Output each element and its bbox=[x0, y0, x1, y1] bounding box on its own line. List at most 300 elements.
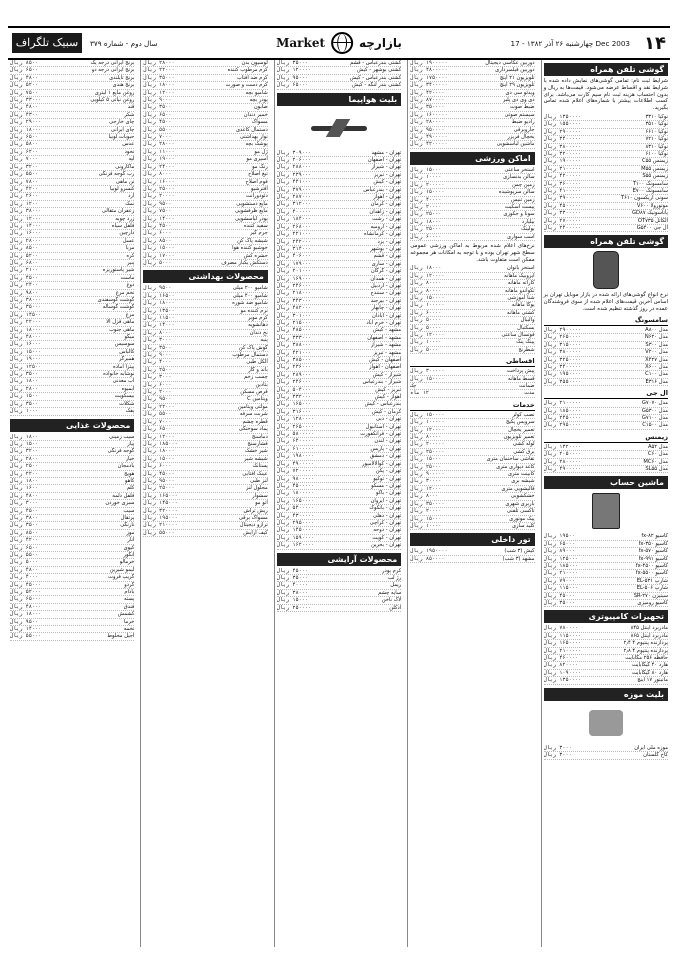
item-price: ۴۳۰۰ ریال bbox=[9, 111, 39, 118]
item-name: کرم ضد آفتاب bbox=[236, 74, 268, 81]
item-price: ۴۶۰۰۰۰ ریال bbox=[543, 655, 578, 662]
item-price: ۱۵۰۰۰۰ ریال bbox=[410, 189, 445, 196]
notice-paragraph: نرخ‌های اعلام شده مربوط به اماکن ورزشی عمومی سطح شهر تهران بوده و با توجه به امکانات هر مجموعه ممکن است متفاوت باشد. bbox=[410, 242, 535, 263]
price-row bbox=[277, 246, 401, 253]
item-price: ۱۷۹۰۰۰ ریال bbox=[276, 260, 312, 267]
item-name: مدل G۷۰۷۰ bbox=[641, 400, 668, 407]
item-price: ۱۶۵۰۰۰۰ ریال bbox=[543, 640, 582, 647]
price-row bbox=[10, 500, 134, 507]
item-name: مدل A۵۲ bbox=[647, 443, 668, 450]
price-row bbox=[544, 563, 668, 570]
price-row bbox=[544, 129, 668, 136]
item-name: نقاشی ساختمان متری bbox=[486, 456, 535, 463]
item-price: ۱۹۰۰۰۰۰ ریال bbox=[410, 60, 448, 66]
item-name: فوم اصلاح bbox=[245, 178, 268, 185]
issue-info: سال دوم - شماره ۳۷۹ bbox=[90, 38, 158, 48]
price-row bbox=[143, 245, 267, 252]
column-c4 bbox=[140, 60, 269, 947]
price-row bbox=[143, 359, 267, 366]
item-name: شطرنج bbox=[518, 346, 535, 353]
price-row bbox=[410, 127, 534, 134]
item-name: نوکیا ۳۵۱۰ bbox=[645, 121, 668, 128]
price-row bbox=[277, 453, 401, 460]
price-row bbox=[410, 508, 534, 515]
item-name: اصفهان - کیش bbox=[369, 357, 402, 363]
item-name: آب معدنی bbox=[112, 378, 135, 385]
price-row bbox=[10, 364, 134, 371]
price-row bbox=[10, 537, 134, 544]
price-row bbox=[410, 197, 534, 204]
item-name: زیمنس M۵۵ bbox=[641, 165, 668, 172]
price-row bbox=[544, 225, 668, 232]
item-name: پودر بچه bbox=[249, 97, 268, 104]
item-name: نوکیا ۳۳۱۰ bbox=[645, 113, 668, 120]
item-name: مشهد - تبریز bbox=[373, 349, 402, 356]
price-row bbox=[277, 313, 401, 320]
item-price: ۲۹۵۰۰۰۰ ریال bbox=[276, 519, 315, 526]
price-row bbox=[10, 260, 134, 267]
section-heading: تجهیزات کامپیوتری bbox=[544, 610, 668, 623]
page-header bbox=[8, 26, 670, 60]
item-price: ۲۸۰۰۰ ریال bbox=[143, 60, 175, 66]
item-name: شارپ EL-۵۰۶ bbox=[636, 585, 668, 592]
item-price: ۵۲۰۰ ریال bbox=[9, 82, 39, 89]
price-row bbox=[544, 151, 668, 158]
price-row bbox=[10, 356, 134, 363]
price-row bbox=[277, 597, 401, 604]
item-price: ۱۶۵۰۰ ریال bbox=[143, 292, 175, 299]
item-price: ۲۴۵۰۰۰۰ ریال bbox=[543, 414, 582, 421]
subsection-heading: سامسونگ bbox=[544, 315, 668, 326]
item-name: تهران - دمشق bbox=[370, 453, 402, 460]
item-name: پینگ پنگ bbox=[516, 339, 535, 346]
item-name: سیتیزن SR-۲۷۰ bbox=[633, 592, 668, 599]
price-row bbox=[143, 230, 267, 237]
item-name: تهران - ایروان bbox=[370, 497, 402, 504]
price-row bbox=[143, 508, 267, 515]
item-price: ۳۵۰۰ ریال bbox=[9, 400, 39, 407]
item-name: تن ماهی bbox=[115, 178, 135, 185]
price-row bbox=[277, 401, 401, 408]
item-name: پسته bbox=[123, 596, 135, 603]
price-row bbox=[10, 104, 134, 111]
item-name: نخود bbox=[124, 148, 135, 155]
item-name: انار bbox=[127, 537, 135, 544]
item-name: پیست اسکیت bbox=[504, 203, 535, 210]
item-name: خشکشویی bbox=[510, 493, 535, 500]
item-name: زعفران مثقالی bbox=[101, 208, 135, 215]
item-name: انگور bbox=[123, 552, 135, 558]
item-price: ۳۸۰۰۰ ریال bbox=[9, 208, 42, 215]
price-row bbox=[410, 325, 534, 332]
item-name: قند bbox=[127, 104, 135, 111]
item-name: پرتقال bbox=[120, 514, 135, 521]
price-row bbox=[10, 97, 134, 104]
item-name: تهران - زاهدان bbox=[369, 208, 402, 215]
item-name: تهران - توکیو bbox=[373, 475, 402, 482]
item-name: قرص مسکن bbox=[240, 389, 268, 396]
price-row bbox=[10, 619, 134, 626]
item-name: شامپو ۴۰۰ میلی bbox=[232, 292, 268, 299]
item-price: ۴۴۱۰۰۰ ریال bbox=[276, 179, 312, 186]
price-row bbox=[143, 193, 267, 200]
item-name: پیک موتوری bbox=[509, 515, 535, 522]
item-price: ۱۴۰۰۰ ریال bbox=[9, 222, 42, 229]
item-name: مدل A۸۰۰ bbox=[645, 326, 668, 333]
item-price: چک bbox=[410, 383, 417, 390]
item-name: سبزی خوردن bbox=[105, 500, 135, 507]
item-price: ۵۰۰۰ ریال bbox=[410, 346, 439, 353]
item-name: تلویزیون ۲۹ اینچ bbox=[499, 82, 535, 89]
item-price: ۴۵۰۰۰ ریال bbox=[143, 470, 175, 477]
item-name: یوگا ماهانه bbox=[511, 302, 535, 309]
item-name: نوار بهداشتی bbox=[239, 134, 268, 141]
section-heading: محصولات غذایی bbox=[10, 419, 134, 432]
item-price: ۴۵۰۰۰ ریال bbox=[9, 581, 42, 588]
item-price: ۹۵۰۰۰ ریال bbox=[276, 74, 309, 81]
item-price: ۴۸۰۰ ریال bbox=[9, 566, 39, 573]
price-row bbox=[10, 341, 134, 348]
price-row bbox=[544, 121, 668, 128]
item-name: پستانک bbox=[252, 463, 268, 470]
item-price: ۱۸۰۰۰ ریال bbox=[9, 326, 42, 333]
section-heading: محصولات آرایشی bbox=[277, 553, 401, 566]
item-name: سونا و جکوزی bbox=[503, 211, 535, 218]
item-price: ۳۲۰۰۰۰۰ ریال bbox=[543, 151, 582, 158]
notice-paragraph: شرایط ثبت نام: تمامی گوشی‌های نمایش داده شده با شرایط نقد و اقساط عرضه می‌شود. قیمت‌ها به ریال و بدون احتساب هزینه ثبت نام سیم کارت می‌باشد. برای کسب اطلاعات بیشتر با شماره‌های اعلام شده تماس بگیرید. bbox=[543, 78, 668, 112]
item-name: کیوی bbox=[123, 544, 135, 551]
item-price: ۴۳۰۰۰۰۰ ریال bbox=[276, 512, 315, 519]
item-price: ۱۹۰۰۰۰۰ ریال bbox=[543, 158, 582, 165]
price-row bbox=[277, 605, 401, 612]
item-name: پنیر bbox=[126, 259, 135, 266]
item-name: شکر bbox=[124, 111, 135, 118]
item-name: فوتسال ساعتی bbox=[501, 331, 535, 338]
item-name: دماسنج bbox=[251, 433, 268, 440]
item-name: پنبه bbox=[260, 337, 268, 344]
item-name: خرمالو bbox=[119, 559, 135, 566]
item-price: ۴۲۰۰۰۰۰ ریال bbox=[543, 173, 582, 180]
item-price: ۶۱۰۰۰۰۰ ریال bbox=[276, 445, 315, 452]
item-name: تکواندو ماهانه bbox=[504, 287, 535, 294]
item-name: کاسیو fx-۹۹۱ bbox=[638, 555, 668, 562]
item-price: ۱۸۰۰۰ ریال bbox=[410, 265, 442, 272]
price-row bbox=[143, 315, 267, 322]
price-row bbox=[410, 219, 534, 226]
item-price: ۱۸۴۰۰۰ ریال bbox=[276, 216, 312, 223]
price-row bbox=[410, 295, 534, 302]
price-row bbox=[277, 575, 401, 582]
price-row bbox=[10, 141, 134, 148]
item-price: ۳۵۰۰۰۰ ریال bbox=[410, 104, 445, 111]
item-name: قالیشویی متری bbox=[501, 485, 535, 492]
price-row bbox=[410, 501, 534, 508]
price-row bbox=[410, 486, 534, 493]
item-name: شارپ EL-۵۳۱ bbox=[636, 577, 668, 584]
item-name: مشهد - کیش bbox=[372, 327, 402, 334]
price-row bbox=[277, 164, 401, 171]
price-row bbox=[410, 556, 534, 563]
item-name: کشتی بوشهر - کیش bbox=[357, 67, 402, 74]
price-row bbox=[143, 308, 267, 315]
item-name: افترشیو bbox=[250, 185, 268, 192]
item-name: کاغذ دیواری متری bbox=[496, 463, 535, 470]
item-name: تهران - ساری bbox=[371, 260, 402, 267]
item-price: ۱۴۵۰۰۰ ریال bbox=[143, 500, 178, 507]
item-name: شیشه بری bbox=[511, 478, 535, 485]
price-row bbox=[10, 567, 134, 574]
item-name: تهران - دهلی bbox=[372, 512, 402, 519]
price-row bbox=[143, 530, 267, 537]
item-price: ۱۵۵۰۰۰۰ ریال bbox=[543, 121, 582, 128]
price-row bbox=[10, 633, 134, 640]
price-row bbox=[143, 374, 267, 381]
item-name: مانیتور ۱۷ اینچ bbox=[637, 677, 668, 684]
item-price: ۱۲۵۰۰ ریال bbox=[9, 363, 42, 370]
item-name: شیراز - کیش bbox=[372, 371, 402, 378]
item-name: کاسیو fx-۵۷۰ bbox=[638, 548, 668, 555]
price-row bbox=[10, 119, 134, 126]
section-heading: بلیت موزه bbox=[544, 688, 668, 701]
item-price: ۹۵۰۰ ریال bbox=[9, 618, 39, 625]
price-row bbox=[143, 104, 267, 111]
item-price: ۱۰۹۰۰۰۰ ریال bbox=[543, 669, 582, 676]
item-price: ۳۵۰۰۰ ریال bbox=[543, 600, 575, 607]
price-row bbox=[143, 478, 267, 485]
item-price: ۳۸۰۰۰۰۰ ریال bbox=[543, 143, 582, 150]
price-row bbox=[410, 134, 534, 141]
price-row bbox=[277, 67, 401, 74]
item-name: پردازنده پنتیوم ۴ ۲٫۸ bbox=[623, 647, 668, 654]
price-row bbox=[143, 493, 267, 500]
subsection-heading: ال جی bbox=[544, 388, 668, 399]
price-row bbox=[143, 293, 267, 300]
item-price: ۲۱۵۰۰۰ ریال bbox=[276, 319, 312, 326]
item-price: ۳۲۵۰۰۰۰ ریال bbox=[543, 356, 582, 363]
item-price: ۲۶۰۰ ریال bbox=[9, 193, 39, 200]
item-price: ۶۵۰۰۰ ریال bbox=[543, 540, 575, 547]
item-price: ۵۵۰۰ ریال bbox=[143, 411, 172, 418]
item-price: ۲۲۰۰ ریال bbox=[9, 470, 39, 477]
price-row bbox=[10, 208, 134, 215]
item-name: تیغ اصلاح bbox=[248, 171, 268, 178]
item-name: تلویزیون ۲۱ اینچ bbox=[499, 74, 535, 81]
item-name: تهران - یزد bbox=[377, 238, 402, 245]
item-price: ۱۲۰۰۰ ریال bbox=[410, 485, 442, 492]
item-name: چای خارجی bbox=[109, 119, 135, 126]
item-price: ۱۰۰۰۰ ریال bbox=[410, 174, 442, 181]
item-price: ۷۹۰۰۰ ریال bbox=[543, 577, 575, 584]
item-price: ۳۵۵۰۰۰۰ ریال bbox=[543, 378, 582, 385]
price-row bbox=[277, 582, 401, 589]
item-price: ۴۵۰۰۰ ریال bbox=[276, 567, 309, 574]
item-price: ۷۰۰۰ ریال bbox=[143, 418, 172, 425]
item-name: مدت bbox=[524, 390, 535, 397]
item-price: ۳۳۲۰۰۰ ریال bbox=[276, 394, 312, 401]
price-row bbox=[143, 112, 267, 119]
item-name: برنج ایرانی درجه یک bbox=[90, 60, 135, 66]
item-price: ۶۰۰۰۰ ریال bbox=[410, 309, 442, 316]
price-row bbox=[10, 522, 134, 529]
item-price: ۲۵۰۰۰ ریال bbox=[143, 185, 175, 192]
item-price: ۵۸۰۰ ریال bbox=[9, 141, 39, 148]
mobile-phone-icon bbox=[593, 251, 619, 289]
subsection-heading: اقساطی bbox=[410, 356, 534, 367]
item-price: ۲۰۶۰۰۰ ریال bbox=[276, 157, 312, 164]
item-price: ۳۲۰۰ ریال bbox=[9, 163, 39, 170]
price-row bbox=[277, 490, 401, 497]
item-price: ۴۸۰۰ ریال bbox=[9, 492, 39, 499]
item-name: پاناسونیک GD۸۷ bbox=[632, 210, 668, 217]
price-row bbox=[143, 485, 267, 492]
item-price: ۷۲۰۰۰۰۰ ریال bbox=[276, 468, 315, 475]
price-row bbox=[410, 189, 534, 196]
item-price: ۱۴۵۰۰ ریال bbox=[9, 311, 42, 318]
price-row bbox=[277, 187, 401, 194]
item-price: ۴۸۵۰۰۰ ریال bbox=[276, 327, 312, 334]
section-title bbox=[276, 32, 402, 54]
item-price: ۶۵۰۰ ریال bbox=[143, 111, 172, 118]
item-name: رژ لب bbox=[387, 574, 402, 581]
item-price: ۴۸۰۰ ریال bbox=[9, 74, 39, 81]
item-name: برنج ایرانی درجه دو bbox=[91, 67, 135, 74]
price-row bbox=[143, 141, 267, 148]
price-row bbox=[544, 342, 668, 349]
price-row bbox=[544, 640, 668, 647]
item-price: ۳۶۰۰۰۰۰ ریال bbox=[543, 180, 582, 187]
item-price: ۲۴۶۰۰۰ ریال bbox=[276, 282, 312, 289]
item-name: تخم مرغ bbox=[115, 289, 135, 296]
item-name: تهران - باکو bbox=[375, 490, 402, 497]
price-row bbox=[143, 156, 267, 163]
price-row bbox=[143, 119, 267, 126]
item-price: ۶۵۰۰۰ ریال bbox=[276, 82, 309, 89]
price-row bbox=[544, 144, 668, 151]
item-price: ۸۹۰۰۰ ریال bbox=[543, 548, 575, 555]
item-price: ۱۶۹۰۰۰ ریال bbox=[276, 275, 312, 282]
price-row bbox=[410, 376, 534, 383]
item-price: ۹۵۰۰۰۰ ریال bbox=[410, 126, 445, 133]
item-name: نرم کننده مو bbox=[240, 307, 268, 314]
item-name: آبمیوه bbox=[121, 385, 135, 392]
item-name: تهران - استانبول bbox=[365, 423, 402, 430]
price-row bbox=[544, 745, 668, 752]
item-name: بتادین bbox=[255, 381, 268, 388]
price-row bbox=[410, 390, 534, 397]
section-heading: گوشی تلفن همراه bbox=[544, 63, 668, 76]
price-row bbox=[410, 67, 534, 74]
price-row bbox=[143, 67, 267, 74]
price-row bbox=[143, 463, 267, 470]
price-row bbox=[10, 463, 134, 470]
item-name: مسواک برقی bbox=[238, 514, 268, 521]
price-row bbox=[277, 327, 401, 334]
newspaper-logo: سبیک تلگراف bbox=[12, 33, 82, 53]
item-name: تهران - بحرین bbox=[371, 542, 402, 549]
item-name: تهران - رشت bbox=[372, 216, 402, 223]
item-price: ۱۹۵۰۰۰ ریال bbox=[143, 514, 178, 521]
item-price: ۲۸۰۰۰۰۰ ریال bbox=[543, 458, 582, 465]
item-name: ماهی جنوب bbox=[108, 326, 135, 333]
item-name: زیمنس C۵۵ bbox=[642, 158, 668, 165]
item-name: آرد bbox=[128, 193, 135, 200]
item-name: کلم bbox=[126, 485, 135, 492]
item-price: ۱۲۰۰۰۰ ریال bbox=[410, 331, 445, 338]
item-name: کشتی بندرعباس - کیش bbox=[349, 74, 402, 81]
item-name: استخر بانوان bbox=[506, 265, 535, 272]
item-price: ۱۸۰۰۰ ریال bbox=[143, 300, 175, 307]
price-row bbox=[410, 234, 534, 241]
item-name: ال جی G۵۴۰۰ bbox=[636, 225, 668, 232]
item-price: ۱۸۵۰۰۰ ریال bbox=[143, 440, 178, 447]
item-price: ۲۸۰۰۰ ریال bbox=[9, 237, 42, 244]
price-row bbox=[277, 372, 401, 379]
price-row bbox=[277, 320, 401, 327]
price-row bbox=[143, 426, 267, 433]
item-name: تهران - بندرعباس bbox=[363, 186, 402, 193]
price-row bbox=[410, 167, 534, 174]
item-price: ۵۰۰۰۰ ریال bbox=[410, 317, 442, 324]
price-row bbox=[410, 265, 534, 272]
item-price: ۱۳۵۰۰۰۰ ریال bbox=[543, 113, 582, 120]
item-price: ۱۶۰۰۰ ریال bbox=[143, 178, 175, 185]
item-price: ۴۲۰۰ ریال bbox=[9, 537, 39, 544]
item-price: ۵۰۰۰۰ ریال bbox=[410, 324, 442, 331]
item-price: ۳۴۰۰۰۰۰ ریال bbox=[410, 82, 448, 89]
price-row bbox=[143, 367, 267, 374]
item-price: ۲۵۰۰ ریال bbox=[143, 366, 172, 373]
price-row bbox=[544, 570, 668, 577]
item-price: ۱۸۰۰۰ ریال bbox=[410, 218, 442, 225]
item-price: ۴۲۰۰۰۰۰ ریال bbox=[410, 141, 448, 148]
price-row bbox=[277, 438, 401, 445]
item-price: ۸۷۰۰۰۰ ریال bbox=[410, 97, 445, 104]
item-price: ۹۰۰۰ ریال bbox=[143, 352, 172, 359]
item-price: ۳۱۰۰۰۰۰ ریال bbox=[543, 165, 582, 172]
price-row bbox=[10, 112, 134, 119]
item-name: رادیو ضبط bbox=[511, 119, 535, 126]
item-price: ۹۰۰۰۰۰ ریال bbox=[410, 471, 445, 478]
item-price: ۹۵۰۰ ریال bbox=[143, 200, 172, 207]
item-name: مادربرد اینتل ۸۶۵ bbox=[630, 632, 668, 639]
price-row bbox=[143, 208, 267, 215]
price-row bbox=[410, 339, 534, 346]
item-price: ۸۵۰۰ ریال bbox=[9, 529, 39, 536]
item-name: اسپری مو bbox=[246, 156, 268, 163]
price-row bbox=[10, 471, 134, 478]
item-price: ۱۵۰۰۰ ریال bbox=[9, 348, 42, 355]
item-price: ۷۸۰۰۰۰ ریال bbox=[543, 625, 578, 632]
price-row bbox=[10, 441, 134, 448]
item-name: دی وی دی پلیر bbox=[502, 97, 535, 104]
item-name: جرم گیر bbox=[249, 230, 268, 237]
item-price: ۳۰۰۰ ریال bbox=[9, 500, 39, 507]
item-price: ۱۵۰۰۰۰ ریال bbox=[410, 411, 445, 418]
price-row bbox=[143, 300, 267, 307]
item-price: ۱۵۰۰۰ ریال bbox=[410, 515, 442, 522]
price-row bbox=[277, 224, 401, 231]
price-row bbox=[10, 82, 134, 89]
price-row bbox=[143, 522, 267, 529]
item-price: ۶۰۰۰۰ ریال bbox=[410, 233, 442, 240]
item-name: رب گوجه فرنگی bbox=[98, 171, 135, 178]
item-name: سونی اریکسون T۶۱۰ bbox=[621, 195, 668, 202]
item-price: ۴۲۱۰۰۰ ریال bbox=[276, 349, 312, 356]
item-name: دارچین bbox=[119, 230, 135, 237]
item-name: تهران - مشهد bbox=[371, 149, 402, 156]
price-row bbox=[143, 179, 267, 186]
price-row bbox=[143, 382, 267, 389]
